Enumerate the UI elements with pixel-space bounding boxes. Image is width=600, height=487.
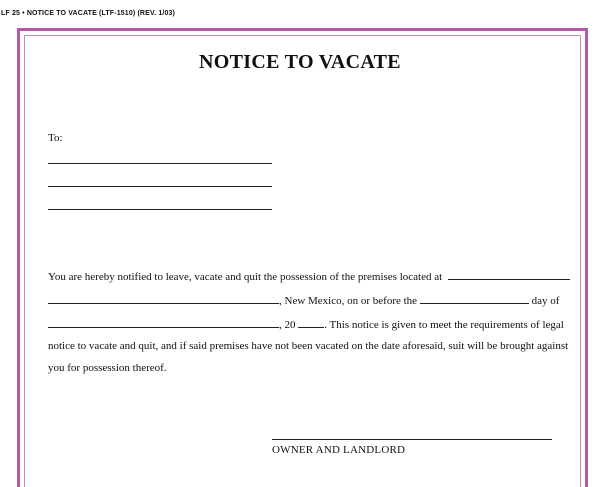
premises-address-blank[interactable] <box>448 268 570 280</box>
year-blank[interactable] <box>298 316 324 328</box>
body-text-day-of: day of <box>531 295 560 307</box>
signature-line[interactable] <box>272 439 552 440</box>
recipient-line-1[interactable] <box>48 163 272 164</box>
body-line-3 <box>48 316 564 330</box>
document-title: NOTICE TO VACATE <box>199 51 401 73</box>
body-text-year-prefix: , 20 <box>279 319 296 331</box>
body-text-new-mexico: , New Mexico, on or before the <box>279 295 418 307</box>
body-line-5: you for possession thereof. <box>48 362 167 374</box>
recipient-line-2[interactable] <box>48 186 272 187</box>
recipient-line-3[interactable] <box>48 209 272 210</box>
to-label: To: <box>48 132 63 144</box>
body-text-premises: You are hereby notified to leave, vacate and quit the possession of the premises located at <box>48 271 443 283</box>
body-line-1 <box>48 268 570 282</box>
city-blank[interactable] <box>48 292 279 304</box>
body-line-2 <box>48 292 559 306</box>
day-blank[interactable] <box>420 292 529 304</box>
month-blank[interactable] <box>48 316 279 328</box>
body-text-legal-requirements: . This notice is given to meet the requirements of legal <box>324 319 564 331</box>
body-line-4: notice to vacate and quit, and if said premises have not been vacated on the date aforesaid, suit will be brought against <box>48 340 569 352</box>
signature-label: OWNER AND LANDLORD <box>272 444 406 456</box>
form-code-header: LF 25 • NOTICE TO VACATE (LTF-1510) (REV. 1/03) <box>1 10 176 17</box>
